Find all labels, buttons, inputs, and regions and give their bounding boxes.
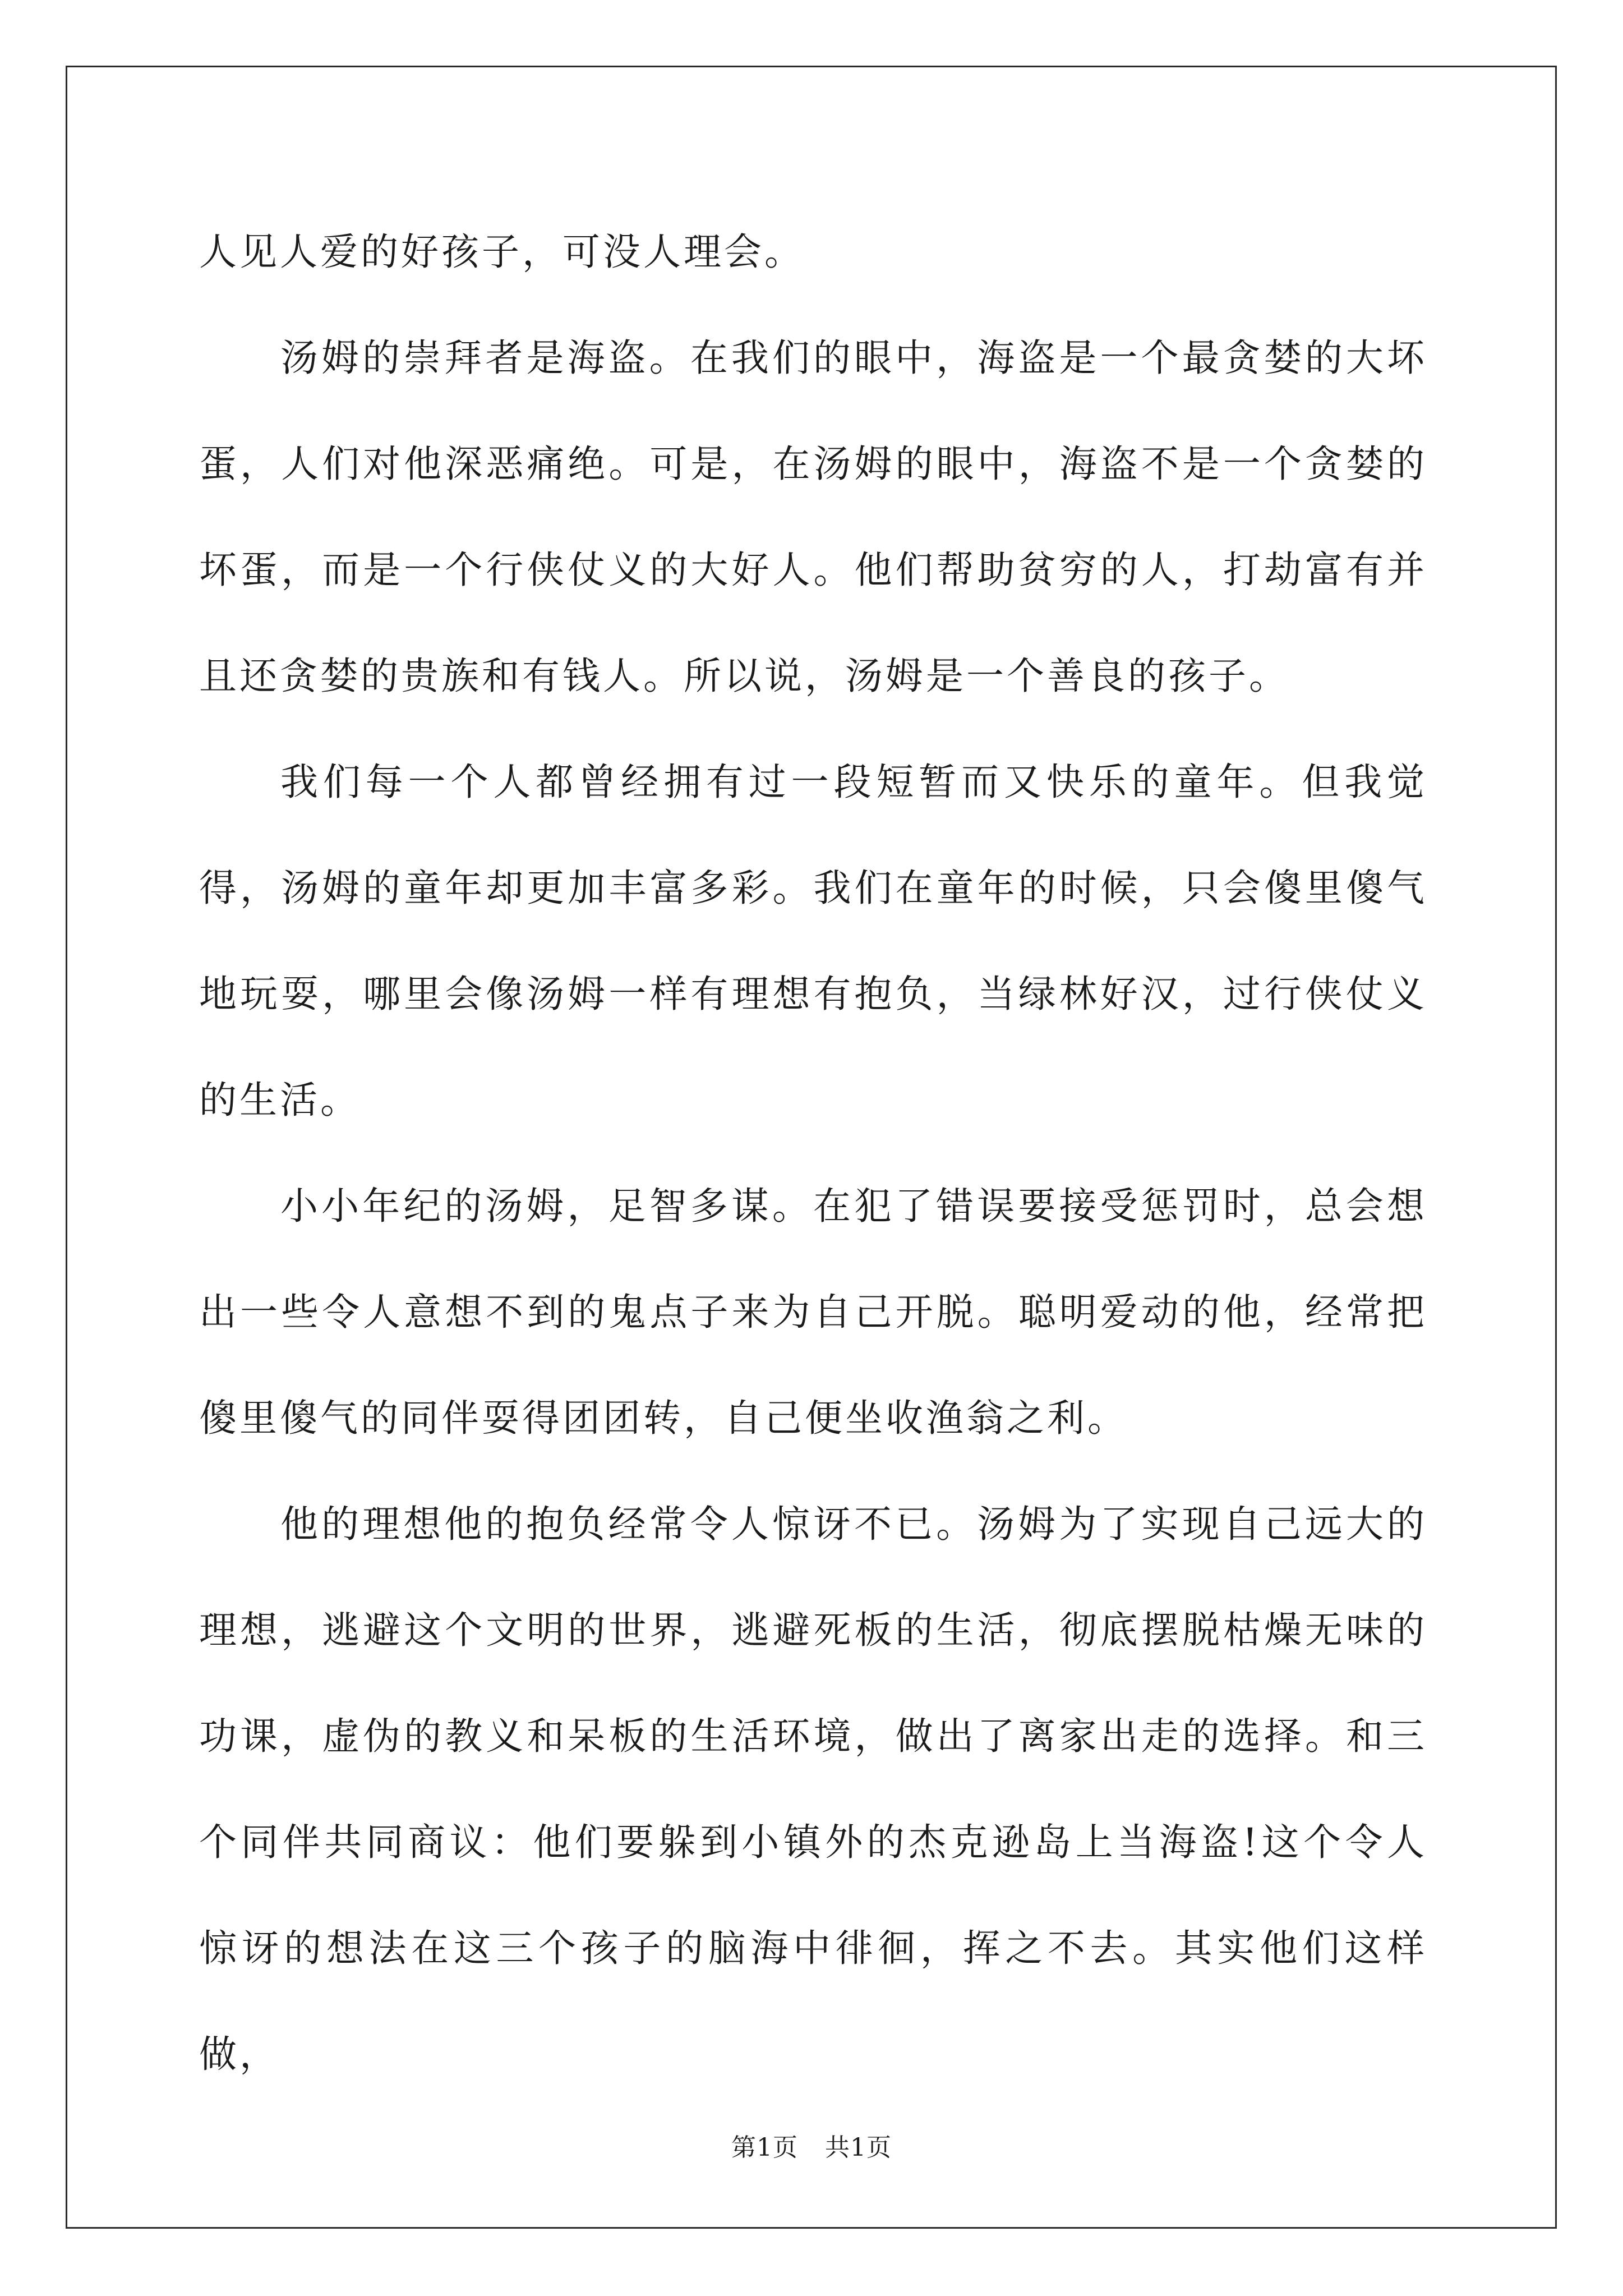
paragraph-2: 汤姆的崇拜者是海盗。在我们的眼中，海盗是一个最贪婪的大坏蛋，人们对他深恶痛绝。可是，在汤姆的眼中，海盗不是一个贪婪的坏蛋，而是一个行侠仗义的大好人。他们帮助贫穷的人，打劫富有并且还贪婪的贵族和有钱人。所以说，汤姆是一个善良的孩子。 <box>199 336 1427 698</box>
document-body <box>199 199 1427 2108</box>
page-footer <box>0 2127 1623 2163</box>
page-number: 第1页 <box>731 2133 798 2162</box>
paragraph-3: 我们每一个人都曾经拥有过一段短暂而又快乐的童年。但我觉得，汤姆的童年却更加丰富多彩。我们在童年的时候，只会傻里傻气地玩耍，哪里会像汤姆一样有理想有抱负，当绿林好汉，过行侠仗义的生活。 <box>199 760 1427 1122</box>
paragraph-5: 他的理想他的抱负经常令人惊讶不已。汤姆为了实现自己远大的理想，逃避这个文明的世界，逃避死板的生活，彻底摆脱枯燥无味的功课，虚伪的教义和呆板的生活环境，做出了离家出走的选择。和三个同伴共同商议：他们要躲到小镇外的杰克逊岛上当海盗!这个令人惊讶的想法在这三个孩子的脑海中徘徊，挥之不去。其实他们这样做， <box>199 1502 1427 2076</box>
page-total: 共1页 <box>825 2133 892 2162</box>
paragraph-1: 人见人爱的好孩子，可没人理会。 <box>199 230 805 274</box>
paragraph-4: 小小年纪的汤姆，足智多谋。在犯了错误要接受惩罚时，总会想出一些令人意想不到的鬼点子来为自己开脱。聪明爱动的他，经常把傻里傻气的同伴耍得团团转，自己便坐收渔翁之利。 <box>199 1184 1427 1440</box>
